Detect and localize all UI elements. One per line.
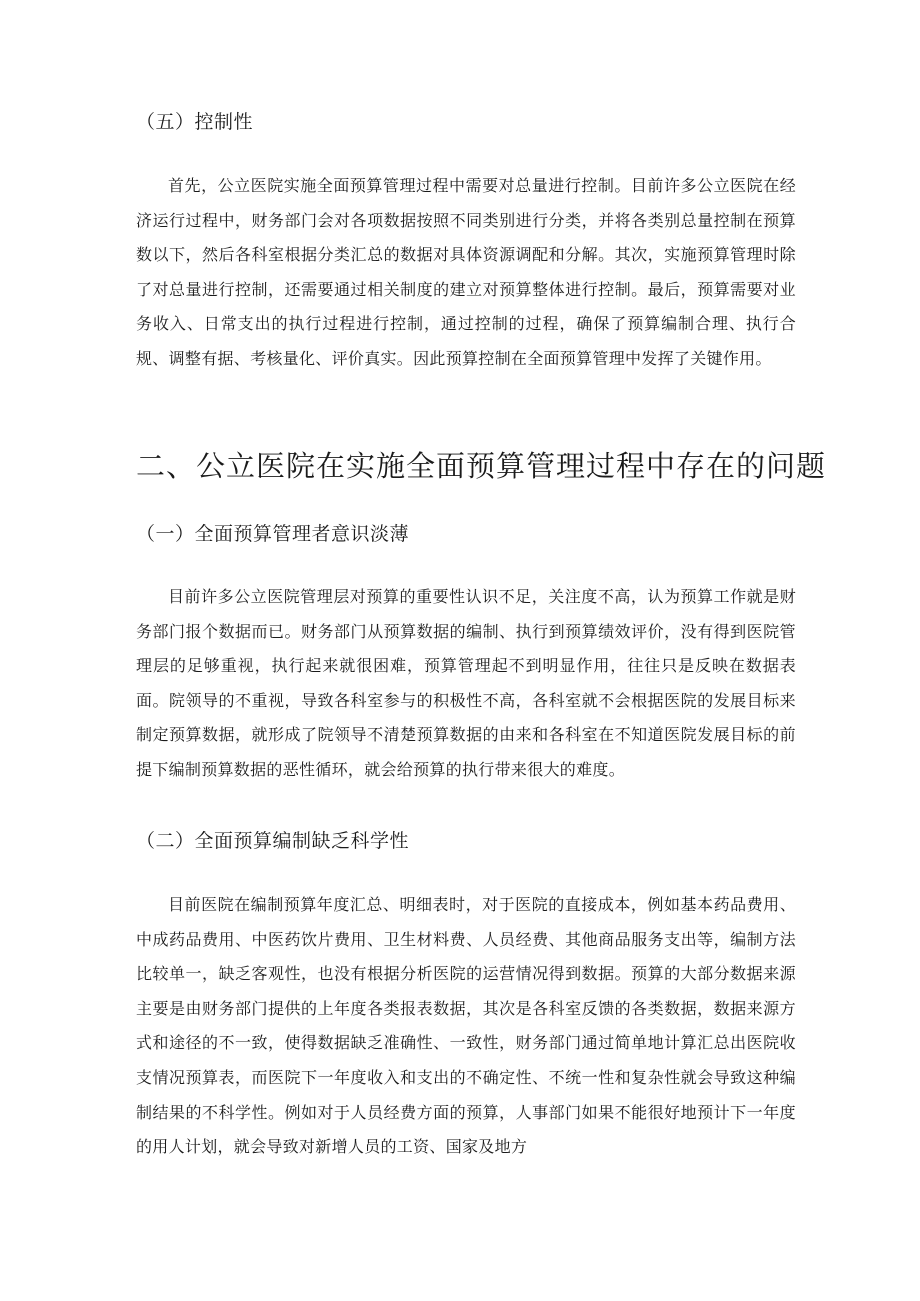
paragraph-control: 首先，公立医院实施全面预算管理过程中需要对总量进行控制。目前许多公立医院在经济运行过程中，财务部门会对各项数据按照不同类别进行分类，并将各类别总量控制在预算数以下，然后各科室根据分类汇总的数据对具体资源调配和分解。其次，实施预算管理时除了对总量进行控制，还需要通过相关制度的建立对预算整体进行控制。最后，预算需要对业务收入、日常支出的执行过程进行控制，通过控制的过程，确保了预算编制合理、执行合规、调整有据、考核量化、评价真实。因此预算控制在全面预算管理中发挥了关键作用。 — [136, 176, 796, 368]
subsection-heading-scientific: （二）全面预算编制缺乏科学性 — [136, 830, 410, 852]
paragraph-awareness: 目前许多公立医院管理层对预算的重要性认识不足，关注度不高，认为预算工作就是财务部门报个数据而已。财务部门从预算数据的编制、执行到预算绩效评价，没有得到医院管理层的足够重视，执行起来就很困难，预算管理起不到明显作用，往往只是反映在数据表面。院领导的不重视，导致各科室参与的积极性不高，各科室就不会根据医院的发展目标来制定预算数据，就形成了院领导不清楚预算数据的由来和各科室在不知道医院发展目标的前提下编制预算数据的恶性循环，就会给预算的执行带来很大的难度。 — [136, 587, 796, 779]
chapter-heading: 二、公立医院在实施全面预算管理过程中存在的问题 — [136, 449, 827, 483]
subsection-heading-awareness: （一）全面预算管理者意识淡薄 — [136, 523, 410, 545]
paragraph-scientific: 目前医院在编制预算年度汇总、明细表时，对于医院的直接成本，例如基本药品费用、中成药品费用、中医药饮片费用、卫生材料费、人员经费、其他商品服务支出等，编制方法比较单一，缺乏客观性，也没有根据分析医院的运营情况得到数据。预算的大部分数据来源主要是由财务部门提供的上年度各类报表数据，其次是各科室反馈的各类数据，数据来源方式和途径的不一致，使得数据缺乏准确性、一致性，财务部门通过简单地计算汇总出医院收支情况预算表，而医院下一年度收入和支出的不确定性、不统一性和复杂性就会导致这种编制结果的不科学性。例如对于人员经费方面的预算，人事部门如果不能很好地预计下一年度的用人计划，就会导致对新增人员的工资、国家及地方 — [136, 895, 796, 1157]
section-subheading-control: （五）控制性 — [136, 111, 254, 133]
